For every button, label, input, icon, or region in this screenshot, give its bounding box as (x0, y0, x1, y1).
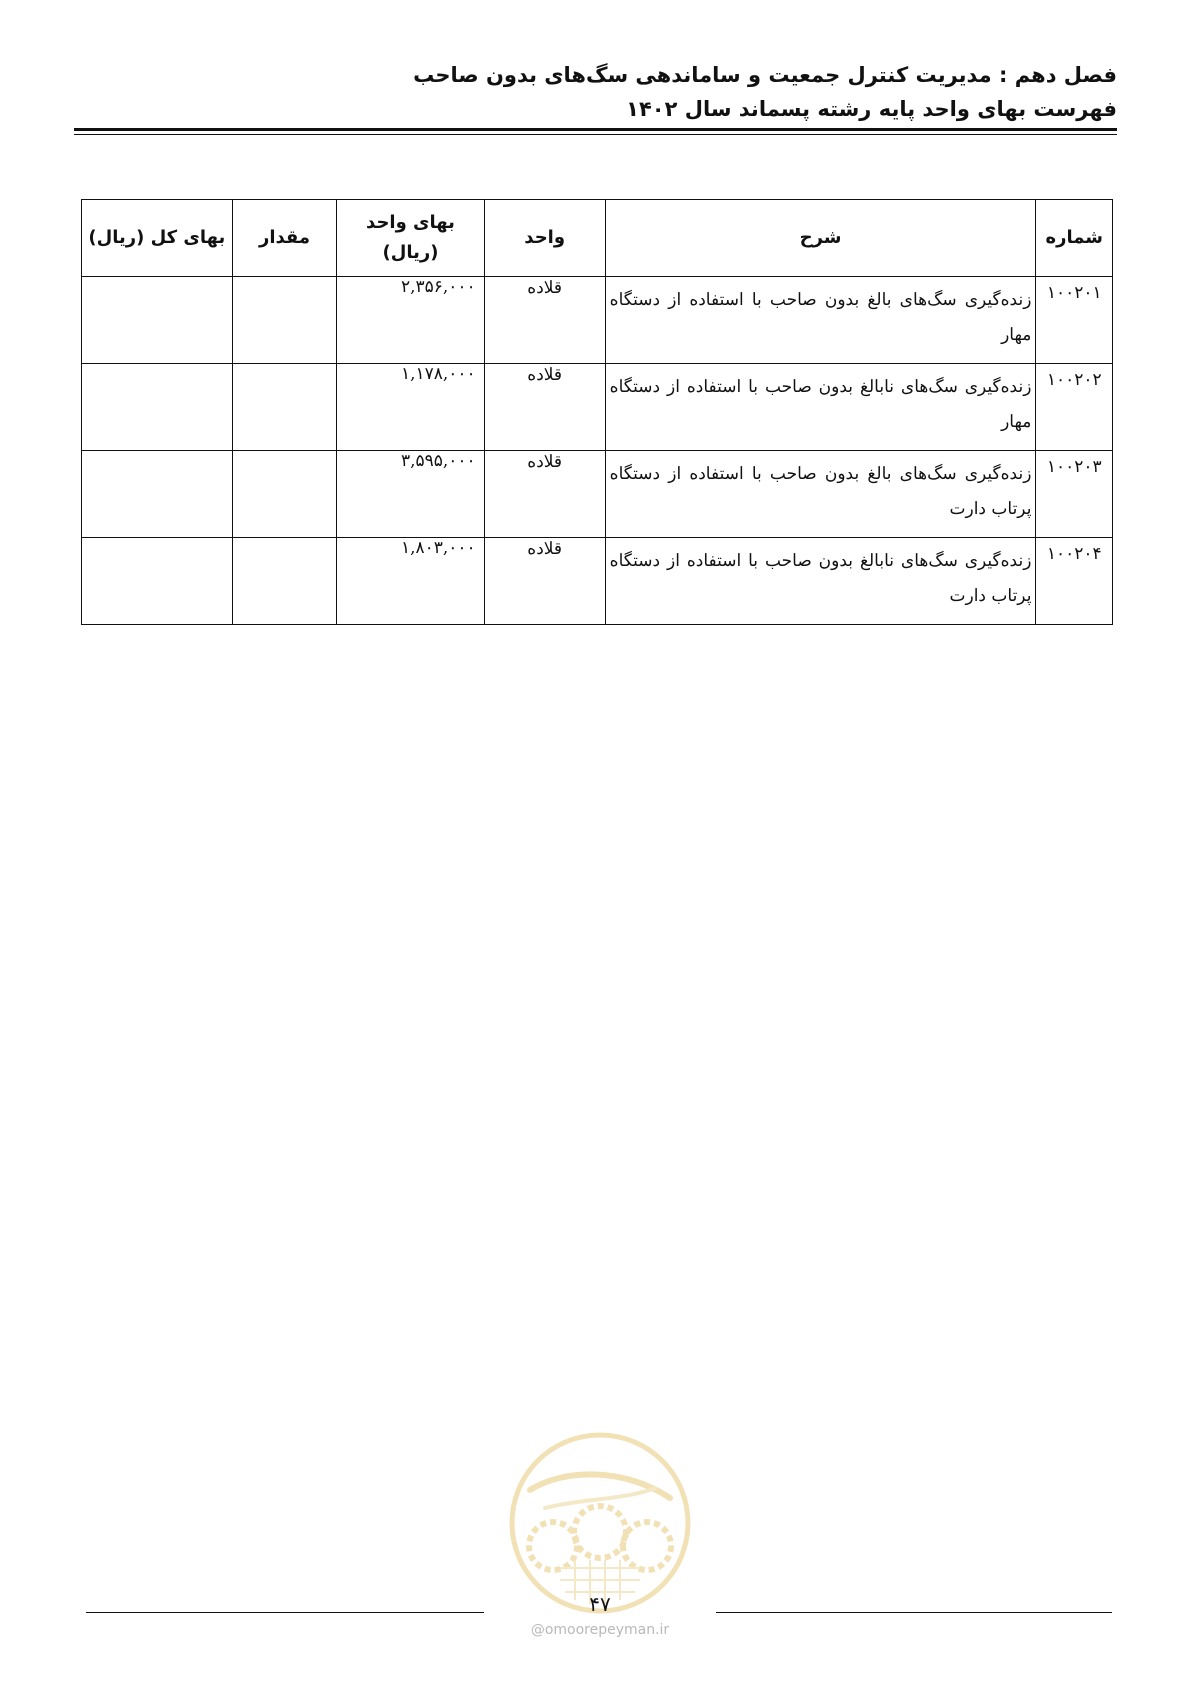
row-unit: قلاده (484, 364, 605, 451)
header-unit-price (337, 200, 484, 277)
row-description: زنده‌گیری سگ‌های نابالغ بدون صاحب با استفاده از دستگاه مهار (605, 364, 1036, 451)
header-rule-thick (74, 128, 1117, 131)
page-number: ۴۷ (589, 1592, 611, 1616)
header-total: بهای کل (ریال) (82, 200, 233, 277)
row-unit-price-value: ۱,۸۰۳,۰۰۰ (400, 538, 476, 558)
table-row (82, 538, 1113, 625)
table-header-row (82, 200, 1113, 277)
header-rule-thin (74, 134, 1117, 135)
page-header (77, 58, 1117, 126)
row-unit: قلاده (484, 538, 605, 625)
row-unit-price-value: ۳,۵۹۵,۰۰۰ (400, 451, 476, 471)
row-number: ۱۰۰۲۰۱ (1036, 277, 1113, 364)
table-row (82, 277, 1113, 364)
row-unit-price (337, 364, 484, 451)
chapter-title: فصل دهم : مدیریت کنترل جمعیت و ساماندهی سگ‌های بدون صاحب (413, 63, 1117, 87)
row-quantity (232, 364, 337, 451)
row-number: ۱۰۰۲۰۴ (1036, 538, 1113, 625)
row-unit: قلاده (484, 451, 605, 538)
row-unit-price (337, 451, 484, 538)
header-unit-price-currency: (ریال) (382, 242, 439, 263)
website-watermark: @omoorepeyman.ir (530, 1622, 670, 1638)
row-total (82, 538, 233, 625)
header-unit-price-label: بهای واحد (366, 212, 455, 233)
row-unit: قلاده (484, 277, 605, 364)
header-quantity: مقدار (232, 200, 337, 277)
header-number: شماره (1036, 200, 1113, 277)
row-number: ۱۰۰۲۰۳ (1036, 451, 1113, 538)
row-total (82, 451, 233, 538)
row-unit-price-value: ۲,۳۵۶,۰۰۰ (400, 277, 476, 297)
row-unit-price (337, 277, 484, 364)
table-row (82, 451, 1113, 538)
row-unit-price (337, 538, 484, 625)
footer-rule-left (86, 1612, 484, 1613)
header-unit: واحد (484, 200, 605, 277)
footer-rule-right (716, 1612, 1112, 1613)
row-total (82, 364, 233, 451)
row-unit-price-value: ۱,۱۷۸,۰۰۰ (400, 364, 476, 384)
header-description: شرح (605, 200, 1036, 277)
omoorepeyman-logo-seal-icon (505, 1428, 695, 1618)
price-list-title: فهرست بهای واحد پایه رشته پسماند سال ۱۴۰۲ (626, 97, 1117, 121)
row-number: ۱۰۰۲۰۲ (1036, 364, 1113, 451)
row-description: زنده‌گیری سگ‌های بالغ بدون صاحب با استفاده از دستگاه مهار (605, 277, 1036, 364)
row-quantity (232, 451, 337, 538)
row-description: زنده‌گیری سگ‌های بالغ بدون صاحب با استفاده از دستگاه پرتاب دارت (605, 451, 1036, 538)
price-table (81, 199, 1113, 625)
row-quantity (232, 538, 337, 625)
row-description: زنده‌گیری سگ‌های نابالغ بدون صاحب با استفاده از دستگاه پرتاب دارت (605, 538, 1036, 625)
table-row (82, 364, 1113, 451)
row-total (82, 277, 233, 364)
row-quantity (232, 277, 337, 364)
